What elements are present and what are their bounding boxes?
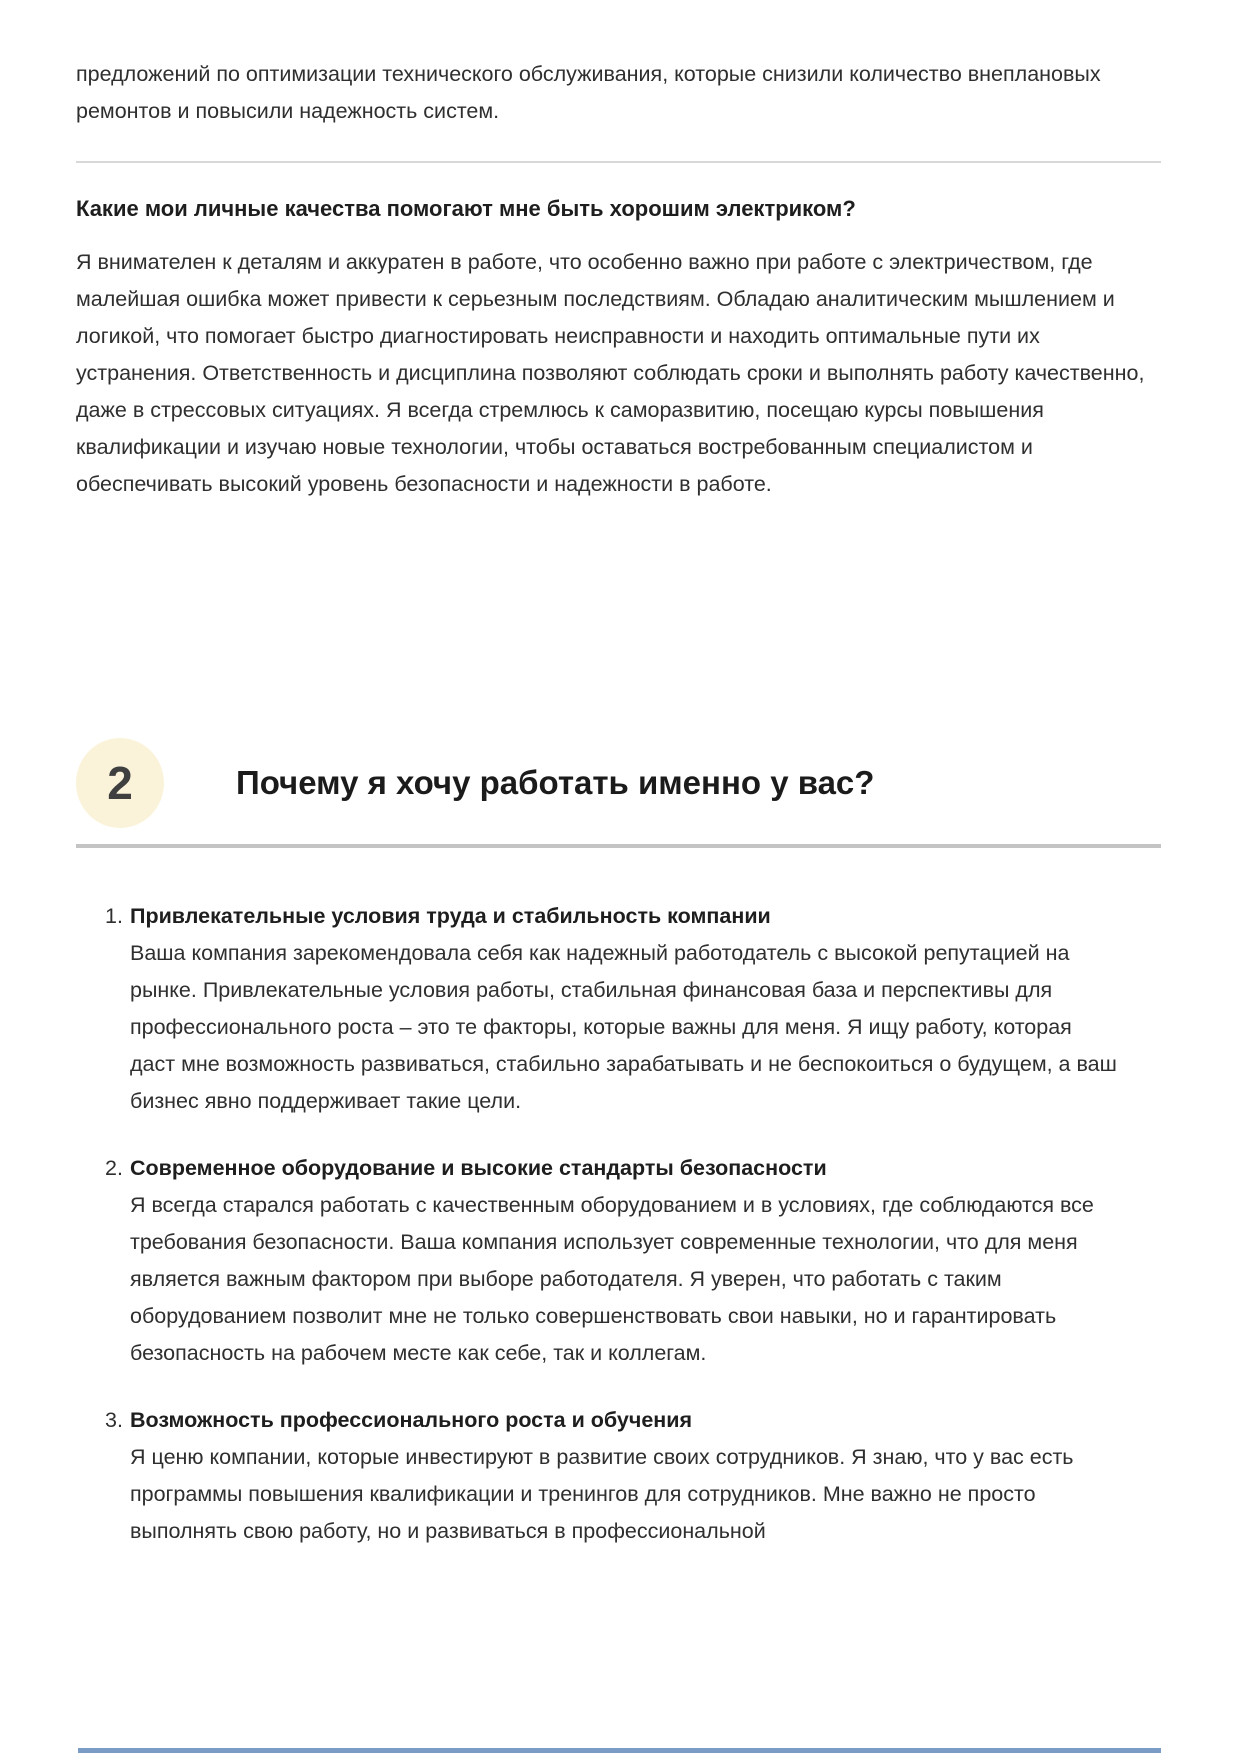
list-item-title: Возможность профессионального роста и обучения [130, 1407, 693, 1432]
list-marker: 3. [105, 1407, 123, 1432]
answer-paragraph: Я внимателен к деталям и аккуратен в работе, что особенно важно при работе с электричеством, где малейшая ошибка может привести к серьезным последствиям. Обладаю аналитическим мышлением и логикой, что помогает быстро диагностировать неисправности и находить оптимальные пути их устранения. Ответственность и дисциплина позволяют соблюдать сроки и выполнять работу качественно, даже в стрессовых ситуациях. Я всегда стремлюсь к саморазвитию, посещаю курсы повышения квалификации и изучаю новые технологии, чтобы оставаться востребованным специалистом и обеспечивать высокий уровень безопасности и надежности в работе. [76, 250, 1145, 496]
list-item-body: Я ценю компании, которые инвестируют в развитие своих сотрудников. Я знаю, что у вас есть программы повышения квалификации и тренингов для сотрудников. Мне важно не просто выполнять свою работу, но и развиваться в профессиональной [130, 1444, 1074, 1543]
list-item-body: Ваша компания зарекомендовала себя как надежный работодатель с высокой репутацией на рынке. Привлекательные условия работы, стабильная финансовая база и перспективы для профессионального роста – это те факторы, которые важны для меня. Я ищу работу, которая даст мне возможность развиваться, стабильно зарабатывать и не беспокоиться о будущем, а ваш бизнес явно поддерживает такие цели. [130, 940, 1117, 1113]
list-item [105, 898, 1161, 1120]
section-divider [76, 844, 1161, 848]
list-item-body: Я всегда старался работать с качественным оборудованием и в условиях, где соблюдаются все требования безопасности. Ваша компания использует современные технологии, что для меня является важным фактором при выборе работодателя. Я уверен, что работать с таким оборудованием позволит мне не только совершенствовать свои навыки, но и гарантировать безопасность на рабочем месте как себе, так и коллегам. [130, 1192, 1094, 1365]
list-item-head [105, 1402, 1161, 1439]
list-item-head [105, 898, 1161, 935]
reasons-list [76, 898, 1161, 1550]
list-item [105, 1150, 1161, 1372]
section-divider-bar [78, 1748, 1161, 1753]
list-marker: 2. [105, 1155, 123, 1180]
divider [76, 161, 1161, 163]
list-item-title: Современное оборудование и высокие стандарты безопасности [130, 1155, 827, 1180]
list-item [105, 1402, 1161, 1550]
section-title: Почему я хочу работать именно у вас? [236, 764, 875, 802]
question-heading: Какие мои личные качества помогают мне быть хорошим электриком? [76, 196, 856, 221]
section-number-badge: 2 [76, 738, 164, 828]
list-marker: 1. [105, 903, 123, 928]
intro-paragraph: предложений по оптимизации технического обслуживания, которые снизили количество внеплановых ремонтов и повысили надежность систем. [76, 62, 1101, 123]
section-header [76, 735, 1161, 832]
list-item-title: Привлекательные условия труда и стабильность компании [130, 903, 771, 928]
list-item-head [105, 1150, 1161, 1187]
